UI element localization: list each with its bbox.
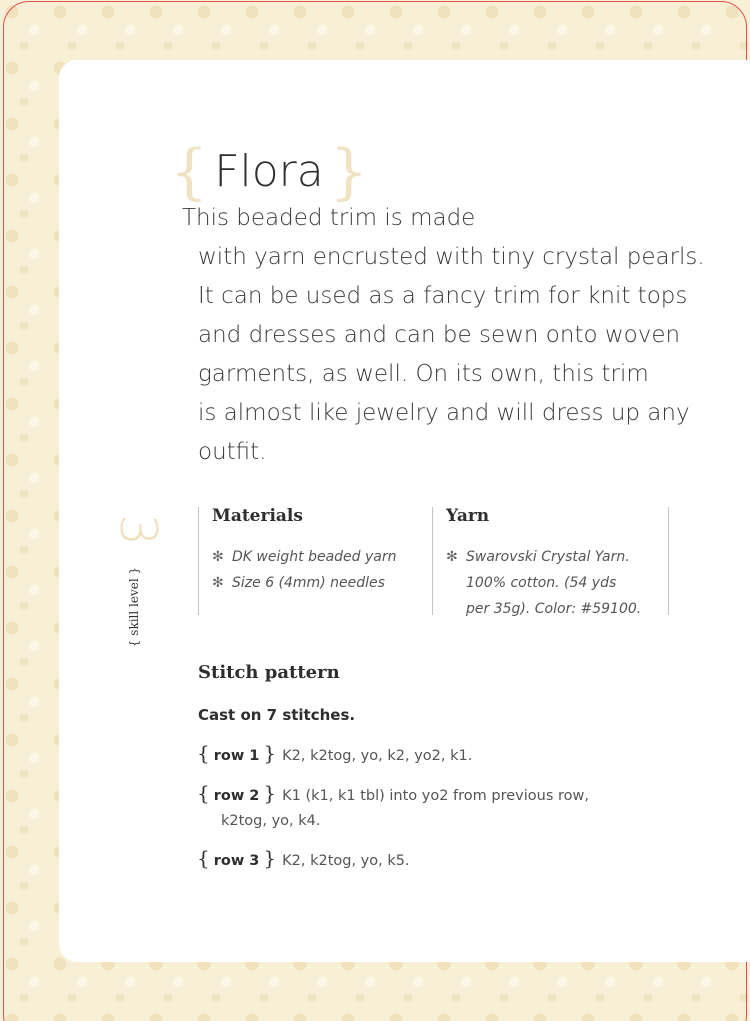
- title-brace-open: {: [170, 137, 209, 207]
- intro-paragraph: [170, 137, 705, 472]
- title-group: [170, 137, 368, 207]
- row-brace-open: {: [197, 781, 210, 805]
- row-instruction: K2, k2tog, yo, k5.: [282, 853, 410, 869]
- yarn-line-1: Swarovski Crystal Yarn.: [466, 549, 630, 565]
- title-brace-close: }: [329, 137, 368, 207]
- materials-heading: Materials: [212, 506, 303, 526]
- skill-level-number: 3: [109, 514, 167, 546]
- materials-item: ✻ Size 6 (4mm) needles: [212, 570, 427, 596]
- skill-level-label: [127, 547, 141, 667]
- pattern-title: Flora: [214, 146, 324, 197]
- pattern-row-3: [197, 846, 410, 874]
- bullet-icon: ✻: [446, 549, 458, 565]
- row-brace-close: }: [263, 741, 277, 765]
- skill-brace-open: {: [127, 639, 141, 648]
- intro-line-2: with yarn encrusted with tiny crystal pearls.: [198, 244, 705, 270]
- row-brace-open: {: [197, 741, 210, 765]
- row-label: row 1: [213, 748, 260, 764]
- stitch-pattern-heading: Stitch pattern: [198, 662, 340, 683]
- row-label: row 3: [213, 853, 260, 869]
- pattern-row-1: [197, 741, 472, 769]
- row-instruction: K2, k2tog, yo, k2, yo2, k1.: [282, 748, 473, 764]
- yarn-line-3: per 35g). Color: #59100.: [466, 601, 642, 617]
- row-instruction: K1 (k1, k1 tbl) into yo2 from previous row,: [282, 788, 589, 804]
- skill-level-indicator: [109, 500, 167, 670]
- yarn-details: [446, 544, 661, 622]
- yarn-heading: Yarn: [446, 506, 490, 526]
- cast-on-instruction: Cast on 7 stitches.: [198, 706, 356, 724]
- right-divider: [668, 507, 669, 615]
- intro-line-7: outfit.: [198, 439, 267, 465]
- intro-line-6: is almost like jewelry and will dress up any: [198, 400, 690, 426]
- yarn-line-2: 100% cotton. (54 yds: [466, 575, 617, 591]
- skill-label-text: skill level: [127, 578, 141, 636]
- skill-brace-close: }: [127, 566, 141, 575]
- row-brace-open: {: [197, 846, 210, 870]
- materials-list: [212, 544, 427, 596]
- bullet-icon: ✻: [212, 549, 224, 565]
- intro-line-5: garments, as well. On its own, this trim: [198, 361, 649, 387]
- materials-divider: [198, 507, 199, 615]
- yarn-divider: [432, 507, 433, 615]
- row-label: row 2: [213, 788, 260, 804]
- bullet-icon: ✻: [212, 575, 224, 591]
- row-instruction-continued: k2tog, yo, k4.: [221, 813, 321, 829]
- row-brace-close: }: [263, 781, 277, 805]
- pattern-row-2: [197, 781, 589, 834]
- intro-line-1: This beaded trim is made: [182, 205, 476, 231]
- yarn-item: [446, 544, 661, 622]
- intro-line-3: It can be used as a fancy trim for knit tops: [198, 283, 688, 309]
- materials-item: ✻ DK weight beaded yarn: [212, 544, 427, 570]
- intro-line-4: and dresses and can be sewn onto woven: [198, 322, 681, 348]
- row-brace-close: }: [263, 846, 277, 870]
